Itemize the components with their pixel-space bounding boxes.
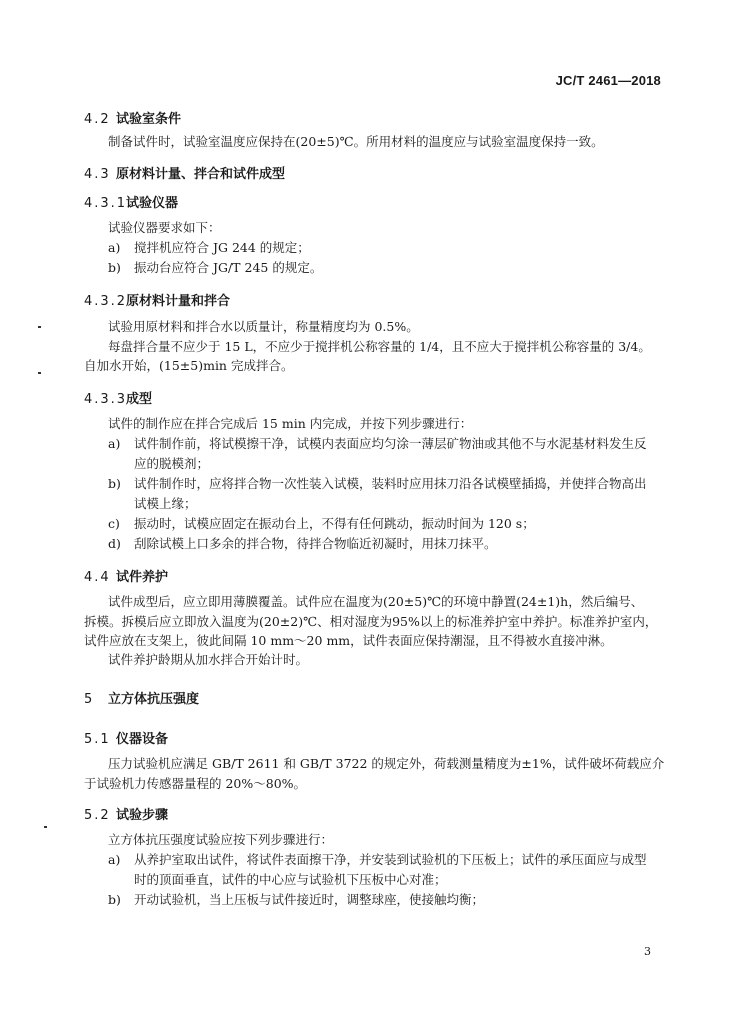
paragraph-continuation: 自加水开始，(15±5)min 完成拌合。 bbox=[84, 358, 294, 373]
paragraph-continuation: 拆模。拆模后应立即放入温度为(20±2)℃、相对湿度为95%以上的标准养护室中养护。标准养护室内， bbox=[84, 614, 658, 629]
heading-4-3 bbox=[84, 163, 285, 182]
paragraph: 试件成型后，应立即用薄膜覆盖。试件应在温度为(20±5)℃的环境中静置(24±1)h，然后编号、 bbox=[108, 594, 644, 609]
list-marker: d) bbox=[108, 536, 121, 551]
list-marker: b) bbox=[108, 476, 121, 491]
list-item bbox=[108, 534, 497, 554]
scan-speck bbox=[38, 326, 41, 328]
list-item-continuation: 试模上缘； bbox=[134, 496, 197, 511]
heading-4-3-1 bbox=[84, 192, 178, 211]
section-title: 试验室条件 bbox=[116, 112, 182, 127]
list-marker: a) bbox=[108, 852, 121, 867]
heading-5-2 bbox=[84, 804, 168, 823]
list-item bbox=[108, 850, 647, 870]
list-item bbox=[108, 434, 647, 454]
paragraph: 试验用原材料和拌合水以质量计，称量精度均为 0.5%。 bbox=[108, 319, 419, 334]
paragraph: 试验仪器要求如下： bbox=[108, 220, 221, 235]
list-marker: b) bbox=[108, 892, 121, 907]
scan-speck bbox=[38, 372, 41, 374]
list-text: 振动时，试模应固定在振动台上，不得有任何跳动，振动时间为 120 s； bbox=[134, 516, 535, 531]
section-title: 试件养护 bbox=[116, 570, 169, 585]
section-title: 成型 bbox=[126, 392, 153, 407]
list-item-continuation: 时的顶面垂直，试件的中心应与试验机下压板中心对准； bbox=[134, 872, 447, 887]
heading-4-2 bbox=[84, 108, 181, 127]
heading-4-3-2 bbox=[84, 290, 230, 309]
paragraph: 立方体抗压强度试验应按下列步骤进行： bbox=[108, 832, 334, 847]
list-marker: a) bbox=[108, 436, 121, 451]
section-title: 立方体抗压强度 bbox=[108, 692, 200, 707]
list-marker: a) bbox=[108, 240, 121, 255]
list-text: 搅拌机应符合 JG 244 的规定； bbox=[134, 240, 310, 255]
heading-4-3-3 bbox=[84, 388, 152, 407]
scan-speck bbox=[44, 826, 47, 828]
paragraph: 试件的制作应在拌合完成后 15 min 内完成，并按下列步骤进行： bbox=[108, 416, 473, 431]
list-item bbox=[108, 890, 484, 910]
list-text: 试件制作时，应将拌合物一次性装入试模，装料时应用抹刀沿各试模壁插捣，并使拌合物高出 bbox=[134, 476, 647, 491]
heading-5 bbox=[84, 688, 199, 707]
section-number: 4.3.1 bbox=[84, 196, 128, 211]
list-text: 振动台应符合 JG/T 245 的规定。 bbox=[134, 260, 323, 275]
section-title: 试验仪器 bbox=[126, 196, 179, 211]
list-marker: b) bbox=[108, 260, 121, 275]
list-text: 刮除试模上口多余的拌合物，待拌合物临近初凝时，用抹刀抹平。 bbox=[134, 536, 497, 551]
list-marker: c) bbox=[108, 516, 120, 531]
section-title: 原材料计量和拌合 bbox=[126, 294, 231, 309]
paragraph: 制备试件时，试验室温度应保持在(20±5)℃。所用材料的温度应与试验室温度保持一致。 bbox=[108, 134, 604, 149]
list-text: 开动试验机，当上压板与试件接近时，调整球座，使接触均衡； bbox=[134, 892, 485, 907]
heading-5-1 bbox=[84, 728, 168, 747]
section-number: 4.3.2 bbox=[84, 294, 128, 309]
section-number: 5 bbox=[84, 692, 95, 707]
list-item-continuation: 应的脱模剂； bbox=[134, 456, 210, 471]
section-number: 5.1 bbox=[84, 732, 111, 747]
paragraph: 每盘拌合量不应少于 15 L，不应少于搅拌机公称容量的 1/4，且不应大于搅拌机公称容量的 3/4。 bbox=[108, 339, 651, 354]
paragraph-continuation: 试件应放在支架上，彼此间隔 10 mm～20 mm，试件表面应保持潮湿，且不得被水直接冲淋。 bbox=[84, 633, 613, 648]
section-title: 仪器设备 bbox=[116, 732, 169, 747]
section-number: 4.3.3 bbox=[84, 392, 128, 407]
list-item bbox=[108, 474, 647, 494]
section-title: 试验步骤 bbox=[116, 808, 169, 823]
paragraph-continuation: 于试验机力传感器量程的 20%～80%。 bbox=[84, 776, 307, 791]
section-number: 4.3 bbox=[84, 167, 111, 182]
section-number: 4.2 bbox=[84, 112, 111, 127]
section-number: 5.2 bbox=[84, 808, 111, 823]
page-number: 3 bbox=[644, 945, 651, 958]
section-number: 4.4 bbox=[84, 570, 111, 585]
heading-4-4 bbox=[84, 566, 168, 585]
paragraph: 压力试验机应满足 GB/T 2611 和 GB/T 3722 的规定外，荷载测量精度为±1%，试件破坏荷载应介 bbox=[108, 756, 665, 771]
list-item bbox=[108, 514, 535, 534]
list-text: 从养护室取出试件，将试件表面擦干净，并安装到试验机的下压板上；试件的承压面应与成型 bbox=[134, 852, 647, 867]
list-item bbox=[108, 238, 310, 258]
section-title: 原材料计量、拌合和试件成型 bbox=[116, 167, 286, 182]
standard-code: JC/T 2461—2018 bbox=[555, 73, 661, 88]
list-text: 试件制作前，将试模擦干净，试模内表面应均匀涂一薄层矿物油或其他不与水泥基材料发生反 bbox=[134, 436, 647, 451]
paragraph: 试件养护龄期从加水拌合开始计时。 bbox=[108, 652, 309, 667]
list-item bbox=[108, 258, 322, 278]
